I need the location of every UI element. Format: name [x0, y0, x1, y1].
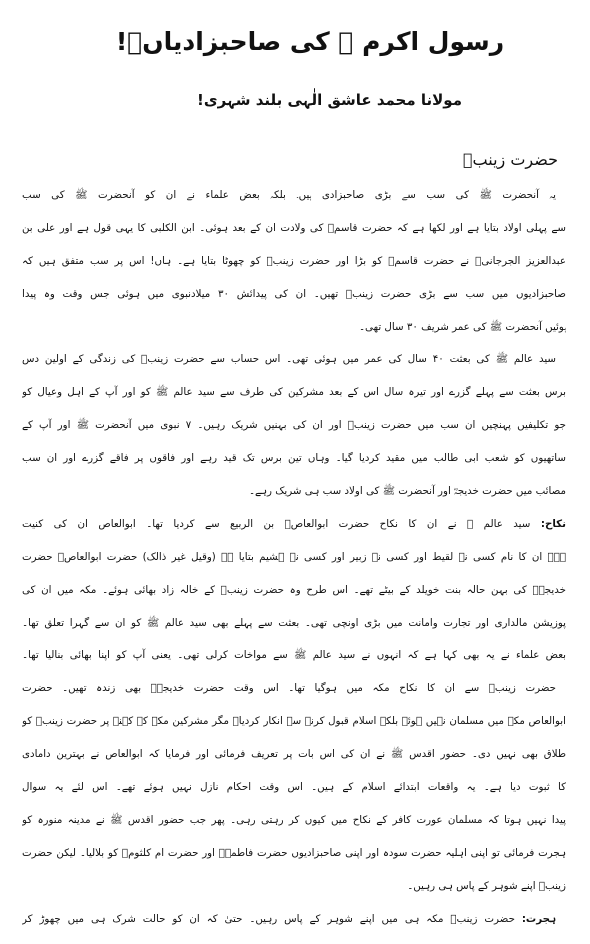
article-body	[22, 179, 566, 935]
text-line: بعض علماء نے یہ بھی کہا ہے کہ انہوں نے سید عالم ﷺ سے مواخات کرلی تھی۔ یعنی آپ کو اپنا بھائی بنالیا تھا۔	[22, 649, 566, 662]
text-line: حضرت زینبؓ سے ان کا نکاح مکہ میں ہوگیا تھا۔ اس وقت حضرت خدیجہؓ بھی زندہ تھیں۔ حضرت	[22, 682, 556, 695]
paragraph	[22, 343, 566, 507]
section-label-hijrat: ہجرت:	[521, 912, 556, 925]
text-line	[22, 903, 566, 936]
line-text: حضرت زینبؓ مکہ ہی میں اپنے شوہر کے پاس رہیں۔ حتیٰ کہ ان کو حالت شرک ہی میں چھوڑ کر	[22, 912, 515, 925]
text-line: ہوئیں آنحضرت ﷺ کی عمر شریف ۳۰ سال تھی۔	[359, 320, 566, 333]
text-line: ابوالعاص مکہ میں مسلمان نہیں ہوئے بلکہ اسلام قبول کرنے سے انکار کردیا۔ مگر مشرکین مکہ کے کہنے پر حضرت زینبؓ کو	[22, 715, 566, 728]
text-line: برس بعثت سے پہلے گزرے اور تیرہ سال اس کے بعد مشرکین کی طرف سے سید عالم ﷺ کو اور آپ کے اہل وعیال کو	[22, 386, 566, 399]
section-label-nikah: نکاح:	[540, 517, 566, 530]
text-line: مصائب میں حضرت خدیجہؓ اور آنحضرت ﷺ کی اولاد سب ہی شریک رہے۔	[249, 485, 566, 498]
text-line: سے پہلی اولاد بتایا ہے اور لکھا ہے کہ حضرت قاسمؓ کی ولادت ان کے بعد ہوئی۔ ابن الکلبی کا یہی قول ہے اور علی بن	[22, 221, 566, 234]
paragraph	[22, 672, 566, 902]
text-line: سید عالم ﷺ کی بعثت ۴۰ سال کی عمر میں ہوئی تھی۔ اس حساب سے حضرت زینبؓ کی زندگی کے اولین دس	[22, 353, 557, 366]
author-name: مولانا محمد عاشق الٰہی بلند شہری!	[197, 91, 462, 109]
text-line	[22, 508, 566, 541]
text-line: جو تکلیفیں پہنچیں ان سب میں حضرت زینبؓ اور ان کی بہنیں شریک رہیں۔ ۷ نبوی میں آنحضرت ﷺ اور آپ کے	[22, 419, 566, 432]
text-line: کا ثبوت دیا ہے۔ یہ واقعات ابتدائے اسلام کے ہیں۔ اس وقت احکام نازل نہیں ہوئے تھے۔ اس لئے یہ سوال	[22, 781, 566, 794]
paragraph-nikah	[22, 508, 566, 672]
text-line: صاحبزادیوں میں سب سے بڑی حضرت زینبؓ تھیں۔ ان کی پیدائش ۳۰ میلادنبوی میں ہوئی جس وقت وہ پیدا	[22, 287, 566, 300]
text-line: خدیجہؓ کی بہن حالہ بنت خویلد کے بیٹے تھے۔ اس طرح وہ حضرت زینبؓ کے خالہ زاد بھائی ہوئے۔ مکہ میں ان کی	[22, 583, 566, 596]
text-line: طلاق بھی نہیں دی۔ حضور اقدس ﷺ نے ان کی اس بات پر تعریف فرمائی اور فرمایا کہ ابوالعاص نے بہترین دامادی	[22, 748, 566, 761]
text-line: پوزیشن مالداری اور تجارت وامانت میں بڑی اونچی تھی۔ بعثت سے پہلے بھی سید عالم ﷺ کو ان سے گہرا تعلق تھا۔	[22, 616, 566, 629]
text-line: ساتھیوں کو شعب ابی طالب میں مقید کردیا گیا۔ وہاں تین برس تک قید رہے اور فاقوں پر فاقے گزرے اور ان سب	[22, 452, 566, 465]
text-line: ہجرت فرمائی تو اپنی اہلیہ حضرت سودہ اور اپنی صاحبزادیوں حضرت فاطمہؓ اور حضرت ام کلثومؓ کو بلالیا۔ لیکن حضرت	[22, 846, 566, 859]
text-line: زینبؓ اپنے شوہر کے پاس ہی رہیں۔	[407, 879, 566, 892]
text-line: عبدالعزیز الجرجانیؒ نے حضرت قاسمؓ کو بڑا اور حضرت زینبؓ کو چھوٹا بتایا ہے۔ ہاں! اس پر سب متفق ہیں کہ	[22, 254, 566, 267]
line-text: سید عالم ﷺ نے ان کا نکاح حضرت ابوالعاصؓ بن الربیع سے کردیا تھا۔ ابوالعاص ان کی کنیت	[22, 517, 531, 530]
section-heading: حضرت زینبؓ	[462, 150, 558, 169]
article-title: رسول اکرم ﷺ کی صاحبزادیاںؓ!	[115, 27, 505, 56]
text-line: یہ آنحضرت ﷺ کی سب سے بڑی صاحبزادی ہیں۔ بلکہ بعض علماء نے ان کو آنحضرت ﷺ کی سب	[22, 189, 556, 201]
paragraph-hijrat	[22, 903, 566, 936]
text-line: پیدا نہیں ہوتا کہ مسلمان عورت کافر کے نکاح میں کیوں کر رہتی رہی۔ پھر جب حضور اقدس ﷺ نے مدینہ منورہ کو	[22, 813, 566, 826]
text-line: ہے۔ ان کا نام کسی نے لقیط اور کسی نے زبیر اور کسی نے ہشیم بتایا ہے (وقیل غیر ذالک) حضرت ابوالعاصؓ حضرت	[22, 550, 566, 563]
paragraph	[22, 179, 566, 343]
